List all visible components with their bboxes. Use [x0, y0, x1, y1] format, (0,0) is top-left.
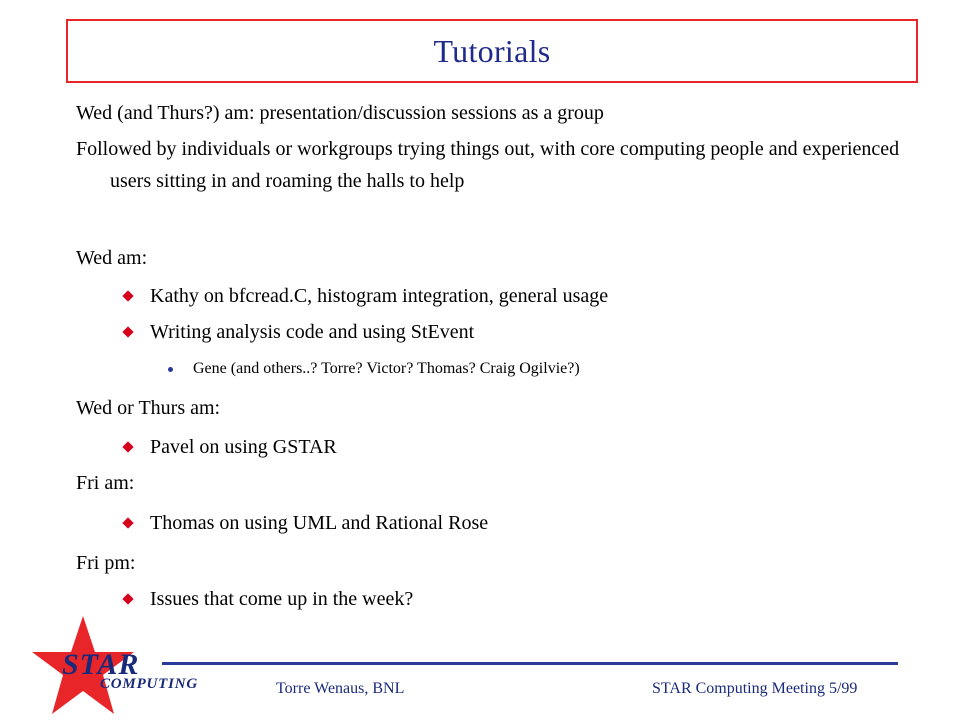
bullet-text: Issues that come up in the week? [150, 588, 414, 610]
bullet-text: Pavel on using GSTAR [150, 436, 337, 458]
footer-meeting: STAR Computing Meeting 5/99 [652, 680, 858, 697]
bullet-text: Writing analysis code and using StEvent [150, 321, 475, 343]
bullet-item-writing-analysis [124, 315, 474, 349]
bullet-item-pavel [124, 430, 337, 464]
heading-fri-pm: Fri pm: [76, 552, 136, 574]
diamond-bullet-icon [122, 517, 133, 528]
bullet-item-kathy [124, 279, 608, 313]
bullet-item-issues [124, 582, 413, 616]
diamond-bullet-icon [122, 441, 133, 452]
footer-author: Torre Wenaus, BNL [276, 680, 405, 697]
diamond-bullet-icon [122, 326, 133, 337]
footer-rule [162, 662, 898, 665]
title-box [66, 19, 918, 83]
logo-computing-text: COMPUTING [100, 676, 199, 692]
heading-wed-or-thurs-am: Wed or Thurs am: [76, 397, 221, 419]
bullet-text: Kathy on bfcread.C, histogram integration, general usage [150, 285, 609, 307]
text-line-followed-by: Followed by individuals or workgroups trying things out, with core computing people and experienced users sitting in and roaming the halls to help [76, 138, 900, 192]
text-line-wed-thurs: Wed (and Thurs?) am: presentation/discussion sessions as a group [76, 102, 604, 124]
diamond-bullet-icon [122, 593, 133, 604]
heading-fri-am: Fri am: [76, 472, 135, 494]
bullet-item-thomas [124, 506, 488, 540]
heading-wed-am: Wed am: [76, 247, 148, 269]
dot-bullet-icon [168, 367, 173, 372]
sub-bullet-text: Gene (and others..? Torre? Victor? Thomas? Craig Ogilvie?) [193, 360, 580, 377]
diamond-bullet-icon [122, 290, 133, 301]
sub-bullet-item-gene [168, 355, 580, 383]
bullet-text: Thomas on using UML and Rational Rose [150, 512, 489, 534]
logo-star-text: STAR [62, 648, 140, 681]
slide-title: Tutorials [433, 32, 551, 69]
